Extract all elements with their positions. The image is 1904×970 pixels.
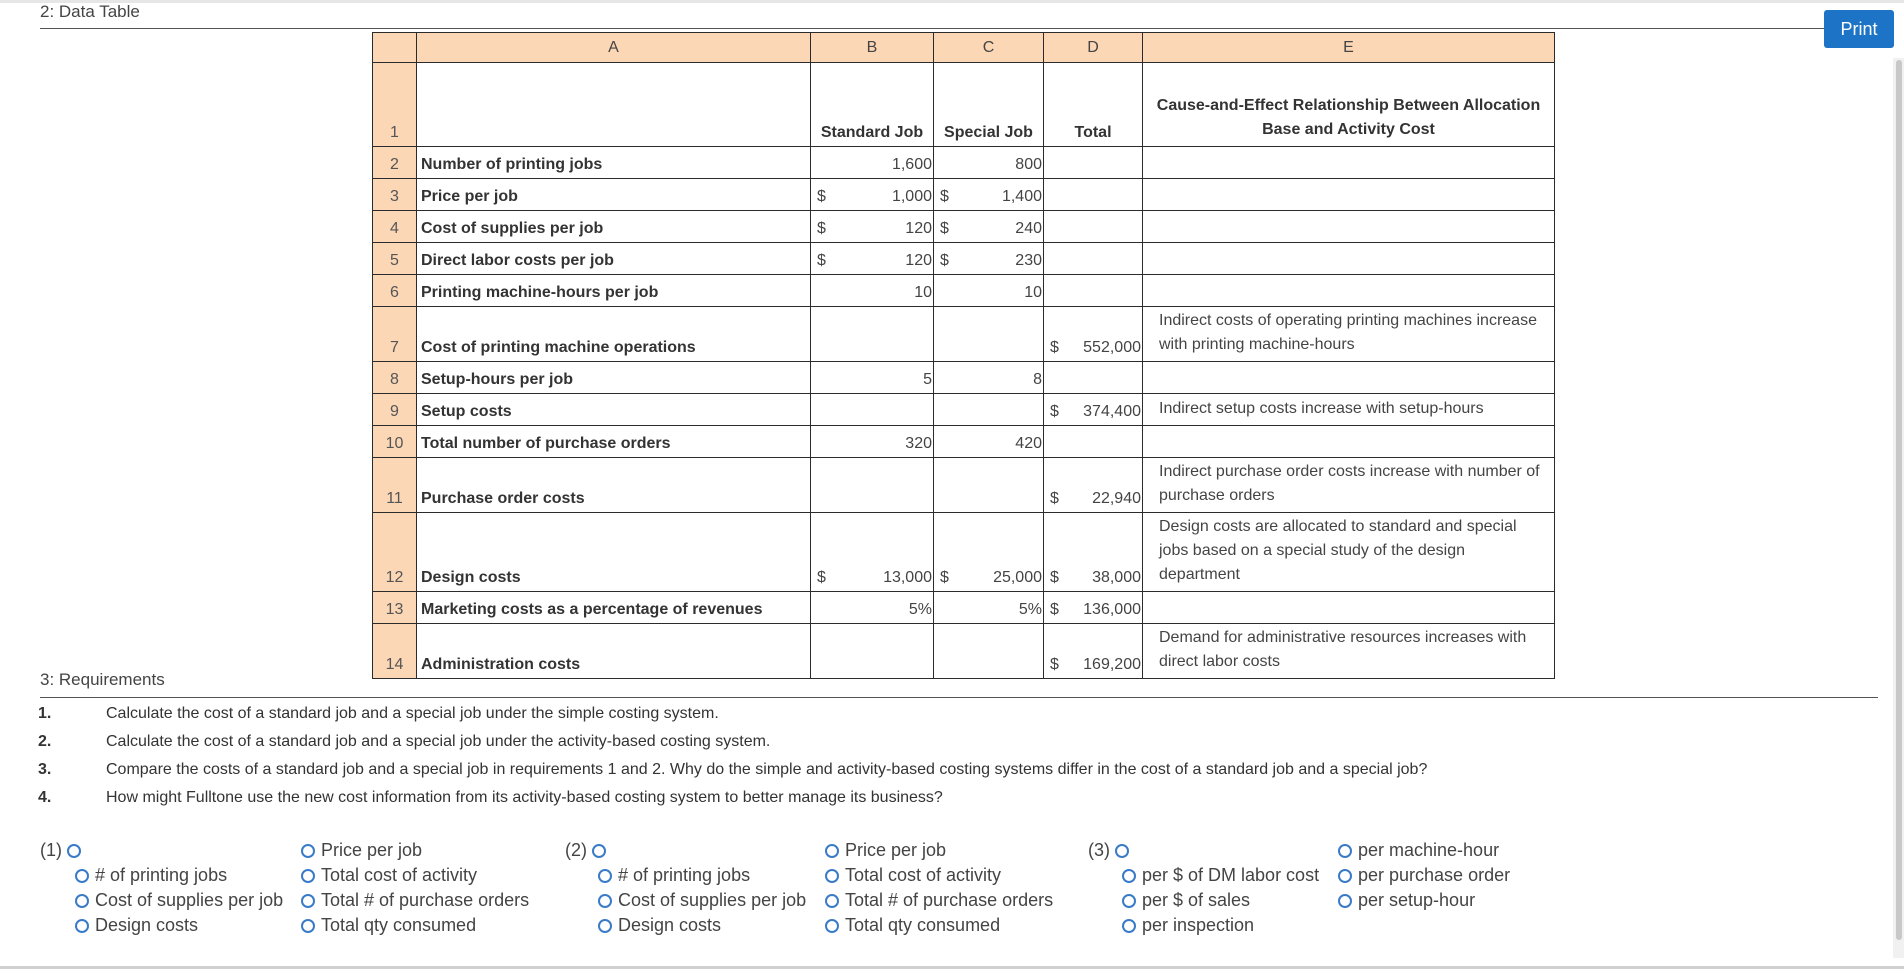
row-label: Design costs: [417, 513, 811, 592]
currency-symbol: $: [940, 188, 949, 205]
requirement-text: Calculate the cost of a standard job and a special job under the simple costing system.: [106, 705, 719, 722]
value-cell-b: [811, 179, 934, 211]
cause-effect-cell: Design costs are allocated to standard and special jobs based on a special study of the design department: [1143, 513, 1555, 592]
row-number: 13: [373, 592, 417, 624]
cell-value: 10: [1024, 284, 1042, 301]
option-2-total-cost-of-activity[interactable]: [825, 863, 1001, 888]
option-label: Cost of supplies per job: [618, 890, 807, 910]
table-row: [373, 243, 1555, 275]
currency-symbol: $: [817, 188, 826, 205]
option-3-per-setup-hour[interactable]: [1338, 888, 1475, 913]
requirement-text: How might Fulltone use the new cost information from its activity-based costing system to better manage its business?: [106, 789, 943, 806]
row-number: 9: [373, 394, 417, 426]
option-1-total-qty-consumed[interactable]: [301, 913, 476, 938]
radio-icon[interactable]: [598, 919, 612, 933]
option-label: Price per job: [845, 840, 947, 860]
currency-symbol: $: [940, 252, 949, 269]
cell-value: 1,000: [891, 188, 932, 205]
option-label: per inspection: [1142, 915, 1255, 935]
value-cell-b: [811, 211, 934, 243]
requirement-item: [38, 784, 1427, 812]
option-1-price-per-job[interactable]: [301, 838, 422, 863]
cell-value: 136,000: [1083, 601, 1141, 618]
option-label: per $ of sales: [1142, 890, 1251, 910]
radio-icon[interactable]: [301, 919, 315, 933]
row-label: Number of printing jobs: [417, 147, 811, 179]
group-label: (2): [565, 840, 587, 860]
currency-symbol: $: [817, 569, 826, 586]
row-label: Direct labor costs per job: [417, 243, 811, 275]
requirement-item: [38, 700, 1427, 728]
table-row: [373, 211, 1555, 243]
radio-icon[interactable]: [1338, 894, 1352, 908]
option-label: Design costs: [95, 915, 199, 935]
row-label: Setup-hours per job: [417, 362, 811, 394]
value-cell-c: [934, 179, 1044, 211]
row-number: 2: [373, 147, 417, 179]
option-group-2-label[interactable]: [565, 838, 612, 863]
column-header-b: B: [811, 33, 934, 63]
currency-symbol: $: [1050, 601, 1059, 618]
currency-symbol: $: [817, 252, 826, 269]
option-3-per-inspection[interactable]: [1122, 913, 1254, 938]
option-1-total-purchase-orders[interactable]: [301, 888, 529, 913]
option-label: # of printing jobs: [95, 865, 228, 885]
currency-symbol: $: [940, 220, 949, 237]
cause-effect-cell: Demand for administrative resources increases with direct labor costs: [1143, 624, 1555, 679]
header-label-cell: [417, 63, 811, 147]
option-label: per machine-hour: [1358, 840, 1500, 860]
value-cell-d: [1044, 179, 1143, 211]
currency-symbol: $: [940, 569, 949, 586]
requirements-list: [38, 700, 1427, 812]
cell-value: 1,600: [891, 156, 932, 173]
value-cell-c: [934, 307, 1044, 362]
row-label: Purchase order costs: [417, 458, 811, 513]
requirements-rule: [40, 697, 1878, 698]
option-label: per purchase order: [1358, 865, 1511, 885]
cell-value: 120: [905, 252, 932, 269]
row-number: 11: [373, 458, 417, 513]
option-label: Total cost of activity: [845, 865, 1002, 885]
option-2-price-per-job[interactable]: [825, 838, 946, 863]
cell-value: 5: [923, 371, 932, 388]
requirement-item: [38, 756, 1427, 784]
option-label: Design costs: [618, 915, 722, 935]
value-cell-c: [934, 275, 1044, 307]
row-number: 3: [373, 179, 417, 211]
value-cell-b: [811, 275, 934, 307]
table-row: [373, 362, 1555, 394]
value-cell-c: [934, 592, 1044, 624]
cell-value: 120: [905, 220, 932, 237]
value-cell-b: [811, 394, 934, 426]
option-1-total-cost-of-activity[interactable]: [301, 863, 477, 888]
cell-value: 13,000: [883, 569, 932, 586]
cause-effect-cell: [1143, 592, 1555, 624]
header-cause-effect: [1143, 63, 1555, 147]
option-2-total-qty-consumed[interactable]: [825, 913, 1000, 938]
requirement-text: Calculate the cost of a standard job and a special job under the activity-based costing system.: [106, 733, 771, 750]
requirement-number: 1.: [38, 705, 52, 722]
currency-symbol: $: [817, 220, 826, 237]
header-total: Total: [1044, 63, 1143, 147]
option-label: per setup-hour: [1358, 890, 1476, 910]
data-table-rule: [40, 28, 1830, 29]
option-label: Total # of purchase orders: [321, 890, 530, 910]
value-cell-d: [1044, 592, 1143, 624]
currency-symbol: $: [1050, 403, 1059, 420]
cell-value: 22,940: [1092, 490, 1141, 507]
option-label: Total qty consumed: [845, 915, 1001, 935]
radio-icon[interactable]: [75, 894, 89, 908]
row-label: Cost of supplies per job: [417, 211, 811, 243]
option-3-per-machine-hour[interactable]: [1338, 838, 1499, 863]
radio-icon[interactable]: [825, 869, 839, 883]
cell-value: 420: [1015, 435, 1042, 452]
row-number: 10: [373, 426, 417, 458]
header-cause-effect-line2: Base and Activity Cost: [1262, 121, 1435, 138]
row-number: 5: [373, 243, 417, 275]
cause-effect-cell: [1143, 275, 1555, 307]
header-cause-effect-line1: Cause-and-Effect Relationship Between Allocation: [1156, 97, 1541, 114]
cell-value: 5%: [908, 601, 932, 618]
currency-symbol: $: [1050, 490, 1059, 507]
requirements-title: 3: Requirements: [40, 670, 165, 689]
cell-value: 230: [1015, 252, 1042, 269]
header-special-job: Special Job: [934, 63, 1044, 147]
value-cell-c: [934, 624, 1044, 679]
value-cell-b: [811, 458, 934, 513]
row-label: Administration costs: [417, 624, 811, 679]
cell-value: 552,000: [1083, 339, 1141, 356]
value-cell-b: [811, 592, 934, 624]
row-number: 8: [373, 362, 417, 394]
value-cell-d: [1044, 211, 1143, 243]
option-label: per $ of DM labor cost: [1142, 865, 1320, 885]
cell-value: 25,000: [993, 569, 1042, 586]
row-label: Setup costs: [417, 394, 811, 426]
option-3-per-dollar-of-sales[interactable]: [1122, 888, 1250, 913]
radio-icon[interactable]: [825, 844, 839, 858]
value-cell-c: [934, 426, 1044, 458]
currency-symbol: $: [1050, 569, 1059, 586]
table-row: [373, 513, 1555, 592]
radio-icon[interactable]: [1122, 894, 1136, 908]
value-cell-c: [934, 362, 1044, 394]
top-divider: [0, 0, 1904, 3]
option-label: Total # of purchase orders: [845, 890, 1054, 910]
group-label: (1): [40, 840, 62, 860]
option-group-3-label[interactable]: [1088, 838, 1135, 863]
radio-icon[interactable]: [1122, 919, 1136, 933]
radio-icon[interactable]: [592, 844, 606, 858]
radio-icon[interactable]: [1115, 844, 1129, 858]
table-row: [373, 592, 1555, 624]
row-number: 7: [373, 307, 417, 362]
radio-icon[interactable]: [301, 894, 315, 908]
option-2-total-purchase-orders[interactable]: [825, 888, 1053, 913]
cell-value: 169,200: [1083, 656, 1141, 673]
option-1-printing-jobs[interactable]: [75, 863, 227, 888]
value-cell-b: [811, 513, 934, 592]
value-cell-c: [934, 513, 1044, 592]
radio-icon[interactable]: [301, 869, 315, 883]
currency-symbol: $: [1050, 339, 1059, 356]
print-button[interactable]: Print: [1824, 10, 1894, 48]
option-2-cost-of-supplies[interactable]: [598, 888, 806, 913]
row-label: Total number of purchase orders: [417, 426, 811, 458]
option-label: Cost of supplies per job: [95, 890, 284, 910]
option-label: Total cost of activity: [321, 865, 478, 885]
value-cell-d: [1044, 458, 1143, 513]
value-cell-b: [811, 362, 934, 394]
corner-cell: [373, 33, 417, 63]
cell-value: 374,400: [1083, 403, 1141, 420]
currency-symbol: $: [1050, 656, 1059, 673]
option-label: Price per job: [321, 840, 423, 860]
column-header-e: E: [1143, 33, 1555, 63]
requirement-item: [38, 728, 1427, 756]
row-label: Printing machine-hours per job: [417, 275, 811, 307]
row-label: Cost of printing machine operations: [417, 307, 811, 362]
cause-effect-cell: [1143, 179, 1555, 211]
table-row: [373, 458, 1555, 513]
data-table: [372, 32, 1555, 679]
value-cell-b: [811, 147, 934, 179]
radio-icon[interactable]: [825, 894, 839, 908]
value-cell-c: [934, 394, 1044, 426]
value-cell-d: [1044, 243, 1143, 275]
option-2-printing-jobs[interactable]: [598, 863, 750, 888]
table-row: [373, 307, 1555, 362]
cause-effect-cell: [1143, 362, 1555, 394]
column-header-c: C: [934, 33, 1044, 63]
table-row: [373, 275, 1555, 307]
row-number: 12: [373, 513, 417, 592]
table-row: [373, 624, 1555, 679]
cell-value: 240: [1015, 220, 1042, 237]
option-3-per-purchase-order[interactable]: [1338, 863, 1510, 888]
value-cell-c: [934, 147, 1044, 179]
cause-effect-cell: [1143, 147, 1555, 179]
radio-icon[interactable]: [1122, 869, 1136, 883]
value-cell-b: [811, 624, 934, 679]
cell-value: 320: [905, 435, 932, 452]
header-standard-job: Standard Job: [811, 63, 934, 147]
value-cell-d: [1044, 275, 1143, 307]
option-group-1-label[interactable]: [40, 838, 87, 863]
value-cell-d: [1044, 362, 1143, 394]
value-cell-b: [811, 426, 934, 458]
option-1-design-costs[interactable]: [75, 913, 198, 938]
value-cell-c: [934, 211, 1044, 243]
value-cell-d: [1044, 426, 1143, 458]
radio-icon[interactable]: [75, 869, 89, 883]
value-cell-c: [934, 458, 1044, 513]
column-header-d: D: [1044, 33, 1143, 63]
row-number: 14: [373, 624, 417, 679]
requirement-number: 4.: [38, 789, 52, 806]
cell-value: 1,400: [1001, 188, 1042, 205]
row-label: Price per job: [417, 179, 811, 211]
value-cell-d: [1044, 307, 1143, 362]
option-1-cost-of-supplies[interactable]: [75, 888, 283, 913]
cell-value: 800: [1015, 156, 1042, 173]
value-cell-b: [811, 307, 934, 362]
cell-value: 5%: [1018, 601, 1042, 618]
requirement-number: 3.: [38, 761, 52, 778]
header-row: [373, 63, 1555, 147]
column-header-a: A: [417, 33, 811, 63]
option-label: Total qty consumed: [321, 915, 477, 935]
data-table-title: 2: Data Table: [40, 2, 140, 21]
cause-effect-cell: [1143, 243, 1555, 275]
value-cell-d: [1044, 624, 1143, 679]
value-cell-d: [1044, 513, 1143, 592]
group-label: (3): [1088, 840, 1110, 860]
table-row: [373, 147, 1555, 179]
value-cell-c: [934, 243, 1044, 275]
cause-effect-cell: [1143, 211, 1555, 243]
requirement-text: Compare the costs of a standard job and a special job in requirements 1 and 2. Why do the simple and activity-based costing systems differ in the cost of a standard job and a special job?: [106, 761, 1428, 778]
radio-icon[interactable]: [598, 869, 612, 883]
radio-icon[interactable]: [301, 844, 315, 858]
radio-icon[interactable]: [1338, 869, 1352, 883]
option-3-per-dm-labor-cost[interactable]: [1122, 863, 1319, 888]
option-label: # of printing jobs: [618, 865, 751, 885]
radio-icon[interactable]: [598, 894, 612, 908]
table-row: [373, 179, 1555, 211]
cell-value: 8: [1033, 371, 1042, 388]
table-row: [373, 426, 1555, 458]
radio-icon[interactable]: [1338, 844, 1352, 858]
radio-icon[interactable]: [75, 919, 89, 933]
requirement-number: 2.: [38, 733, 52, 750]
row-number: 4: [373, 211, 417, 243]
option-2-design-costs[interactable]: [598, 913, 721, 938]
cell-value: 38,000: [1092, 569, 1141, 586]
row-number: 6: [373, 275, 417, 307]
cause-effect-cell: [1143, 426, 1555, 458]
cell-value: 10: [914, 284, 932, 301]
cause-effect-cell: Indirect purchase order costs increase with number of purchase orders: [1143, 458, 1555, 513]
table-row: [373, 394, 1555, 426]
radio-icon[interactable]: [825, 919, 839, 933]
bottom-divider: [0, 966, 1904, 969]
row-number: 1: [373, 63, 417, 147]
row-label: Marketing costs as a percentage of revenues: [417, 592, 811, 624]
scrollbar-thumb[interactable]: [1896, 60, 1902, 940]
value-cell-d: [1044, 394, 1143, 426]
cause-effect-cell: Indirect costs of operating printing machines increase with printing machine-hours: [1143, 307, 1555, 362]
value-cell-d: [1044, 147, 1143, 179]
radio-icon[interactable]: [67, 844, 81, 858]
value-cell-b: [811, 243, 934, 275]
cause-effect-cell: Indirect setup costs increase with setup-hours: [1143, 394, 1555, 426]
column-header-row: [373, 33, 1555, 63]
